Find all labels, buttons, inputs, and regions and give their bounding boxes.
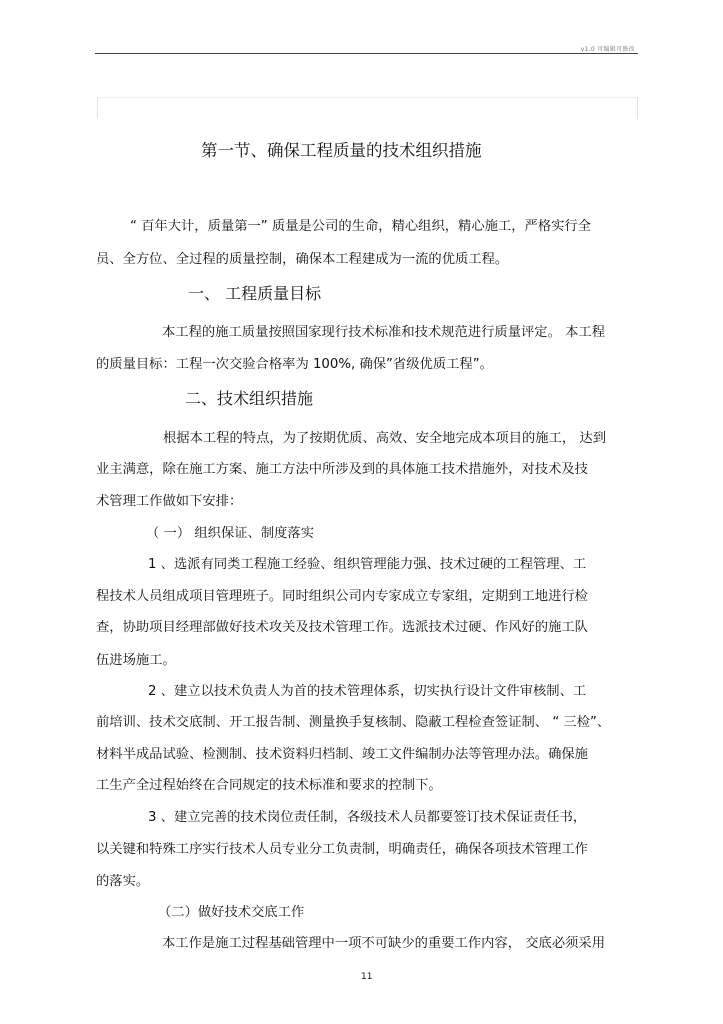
header-text: v1.0 可编辑可修改 [580, 46, 635, 53]
last-line-1: 本工作是施工过程基础管理中一项不可缺少的重要工作内容， 交底必须采用 [162, 936, 606, 951]
heading-quality-goal: 一、 工程质量目标 [188, 284, 322, 303]
heading-technical-measures: 二、技术组织措施 [185, 389, 314, 408]
frame-right-line [637, 97, 638, 119]
header-rule [95, 53, 638, 54]
item2-line-4: 工生产全过程始终在合同规定的技术标准和要求的控制下。 [96, 778, 442, 793]
goal-line-1: 本工程的施工质量按照国家现行技术标准和技术规范进行质量评定。 本工程 [162, 325, 606, 340]
measures-line-1: 根据本工程的特点，为了按期优质、高效、安全地完成本项目的施工， 达到 [163, 431, 607, 446]
item2-line-3: 材料半成品试验、检测制、技术资料归档制、竣工文件编制办法等管理办法。确保施 [96, 747, 588, 762]
measures-line-2: 业主满意，除在施工方案、施工方法中所涉及到的具体施工技术措施外，对技术及技 [96, 462, 588, 477]
page-number: 11 [361, 972, 373, 982]
item3-line-3: 的落实。 [96, 874, 150, 889]
item3-line-2: 以关键和特殊工序实行技术人员专业分工负责制，明确责任，确保各项技术管理工作 [96, 842, 588, 857]
goal-line-2: 的质量目标：工程一次交验合格率为 100%, 确保”省级优质工程”。 [96, 357, 493, 372]
frame-top-line [97, 97, 637, 98]
section-title: 第一节、确保工程质量的技术组织措施 [201, 141, 482, 160]
item1-line-2: 程技术人员组成项目管理班子。同时组织公司内专家成立专家组，定期到工地进行检 [96, 589, 588, 604]
subheading-organization: （ 一） 组织保证、制度落实 [146, 526, 315, 541]
item2-line-2: 前培训、技术交底制、开工报告制、测量换手复核制、隐蔽工程检查签证制、 “ 三检”、 [96, 715, 611, 730]
frame-left-line [97, 97, 98, 119]
item2-line-1: 2 、建立以技术负责人为首的技术管理体系，切实执行设计文件审核制、工 [148, 684, 587, 699]
subheading-technical-briefing: （二）做好技术交底工作 [158, 905, 305, 920]
item1-line-1: 1 、选派有同类工程施工经验、组织管理能力强、技术过硬的工程管理、工 [148, 557, 587, 572]
item3-line-1: 3 、建立完善的技术岗位责任制，各级技术人员都要签订技术保证责任书， [148, 810, 587, 825]
item1-line-3: 查，协助项目经理部做好技术攻关及技术管理工作。选派技术过硬、作风好的施工队 [96, 620, 588, 635]
intro-line-2: 员、全方位、全过程的质量控制，确保本工程建成为一流的优质工程。 [96, 252, 509, 267]
item1-line-4: 伍进场施工。 [96, 653, 176, 668]
intro-line-1: “ 百年大计，质量第一” 质量是公司的生命，精心组织，精心施工，严格实行全 [130, 219, 592, 234]
measures-line-3: 术管理工作做如下安排： [96, 494, 243, 509]
